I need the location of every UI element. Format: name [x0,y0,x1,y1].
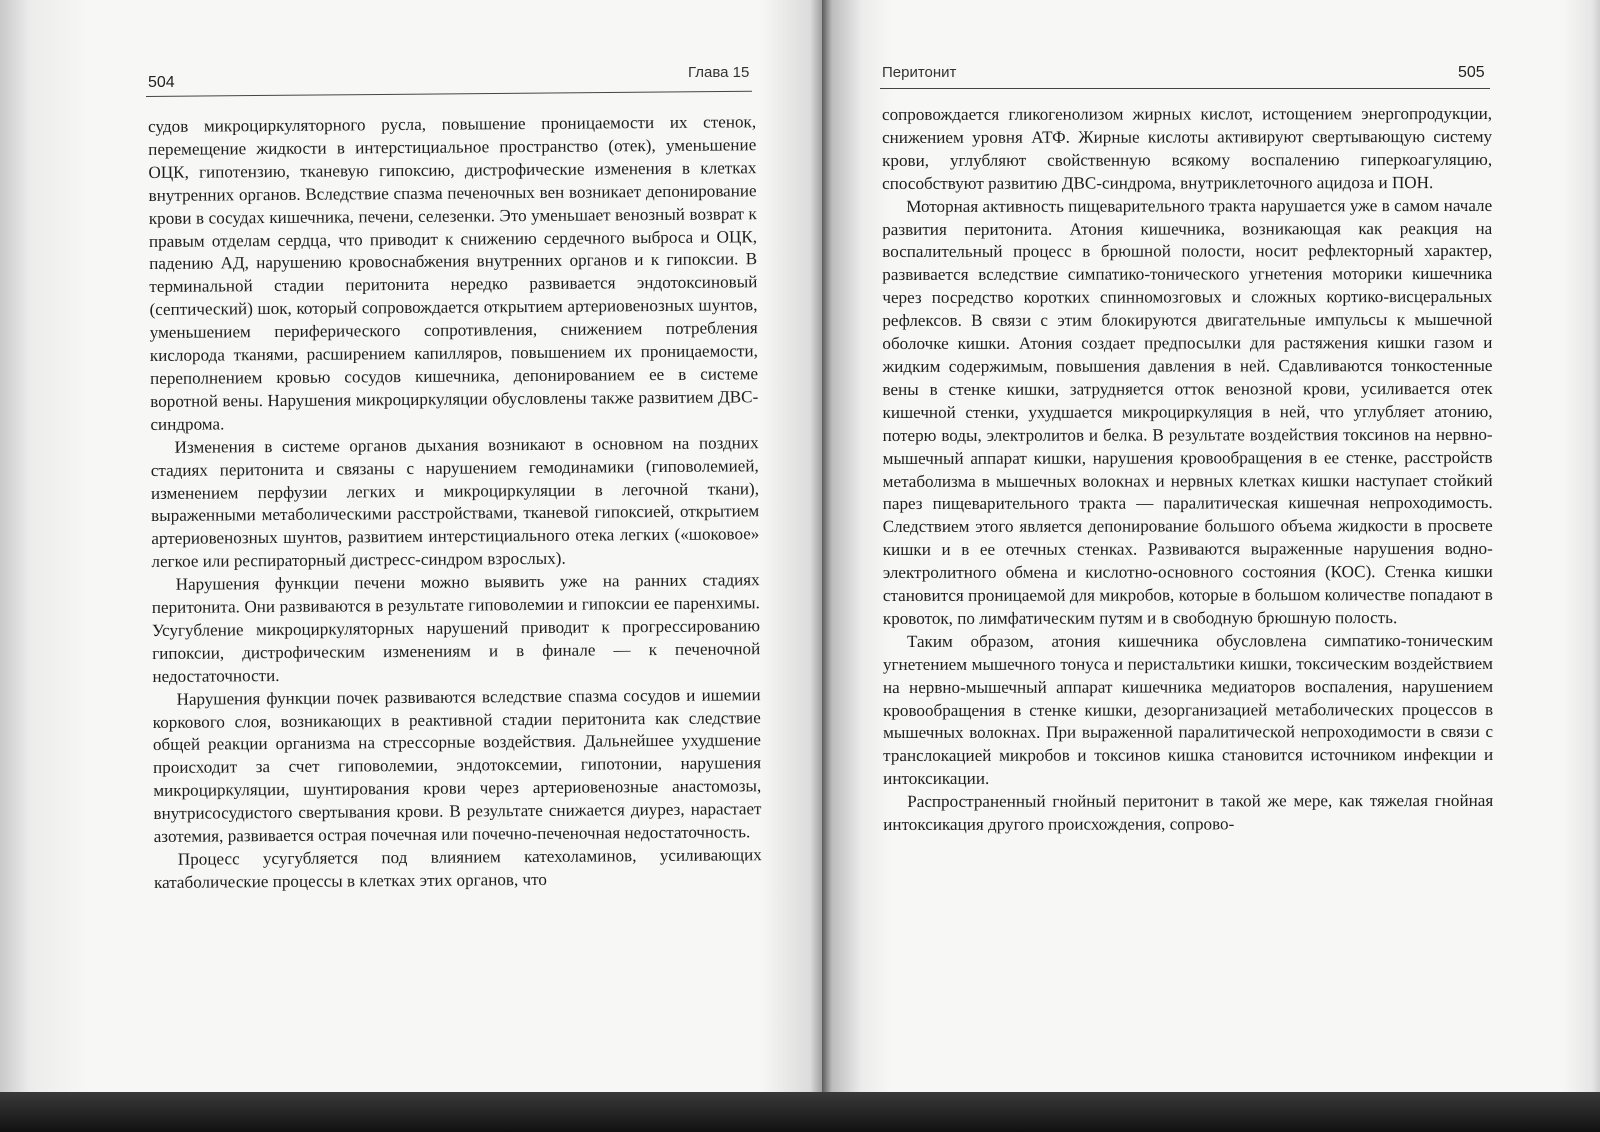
paragraph: сопровождается гликогенолизом жирных кислот, истощением энергопродукции, снижением уровня АТФ. Жирные кислоты активируют свертывающую систему крови, углубляют свойственную всякому воспалению гиперкоагуляцию, способствуют развитию ДВС-синдрома, внутриклеточного ацидоза и ПОН. [882,103,1493,193]
right-page-text [882,103,1493,837]
paragraph: Моторная активность пищеварительного тракта нарушается уже в самом начале развития перитонита. Атония кишечника, возникающая как реакция на воспалительный процесс в брюшной полости, носит рефлекторный характер, развивается вследствие симпатико-тонического угнетения моторики кишечника через посредство коротких спинномозговых и сложных кортико-висцеральных рефлексов. В связи с этим блокируются двигательные импульсы к мышечной оболочке кишки. Атония создает предпосылки для растяжения кишки газом и жидким содержимым, повышения давления в ней. Сдавливаются тонкостенные вены в стенке кишки, затрудняется отток венозной крови, усиливается отек кишечной стенки, ухудшается микроциркуляция в ней, что углубляет атонию, потерю воды, электролитов и белка. В результате воздействия токсинов на нервно-мышечный аппарат кишки, нарушения кровообращения в ее стенке, расстройств метаболизма в мышечных волокнах и нервных клетках кишки наступает стойкий парез пищеварительного тракта — паралитическая кишечная непроходимость. Следствием этого является депонирование большого объема жидкости в просвете кишки и в ее отечных стенках. Развиваются выраженные нарушения водно-электролитного обмена и кислотно-основного состояния (КОС). Стенка кишки становится проницаемой для микробов, которые в большом количестве попадают в кровоток, по лимфатическим путям и в свободную брюшную полость. [882,195,1493,628]
right-page [822,0,1600,1110]
running-head-right: Перитонит [882,64,957,81]
paragraph: Изменения в системе органов дыхания возникают в основном на поздних стадиях перитонита и связаны с нарушением гемодинамики (гиповолемией, изменением перфузии легких и микроциркуляции в легочной ткани), выраженными метаболическими расстройствами, тканевой гипоксией, открытием артериовенозных шунтов, развитием интерстициального отека легких («шоковое» легкое или респираторный дистресс-синдром взрослых). [150,432,760,572]
running-head-left: Глава 15 [688,64,750,81]
page-number-right: 505 [1458,64,1485,81]
paragraph: Таким образом, атония кишечника обусловлена симпатико-тоническим угнетением мышечного тонуса и перистальтики кишки, токсическим воздействием на нервно-мышечный аппарат кишечника медиаторов воспаления, нарушением кровообращения в стенке кишки, дезорганизацией метаболических процессов в мышечных волокнах. При выраженной паралитической непроходимости в связи с транслокацией микробов и токсинов кишка становится источником инфекции и интоксикации. [882,630,1494,789]
paragraph: Нарушения функции почек развиваются вследствие спазма сосудов и ишемии коркового слоя, возникающих в реактивной стадии перитонита как следствие общей реакции организма на стрессорные воздействия. Дальнейшее ухудшение происходит за счет гиповолемии, эндотоксемии, гипотонии, нарушения микроциркуляции, шунтирования крови через артериовенозные анастомозы, внутрисосудистого свертывания крови. В результате снижается диурез, нарастает азотемия, развивается острая почечная или почечно-печеночная недостаточность. [152,684,762,847]
paragraph: Распространенный гнойный перитонит в такой же мере, как тяжелая гнойная интоксикация другого происхождения, сопрово- [883,791,1494,835]
page-number-left: 504 [148,74,175,91]
scan-edge-shadow [0,1092,1600,1132]
header-rule-left [146,91,752,97]
paragraph: Процесс усугубляется под влиянием катехоламинов, усиливающих катаболические процессы в клетках этих органов, что [153,845,762,892]
left-page [0,0,822,1098]
paragraph: Нарушения функции печени можно выявить уже на ранних стадиях перитонита. Они развиваются в результате гиповолемии и гипоксии ее паренхимы. Усугубление микроциркуляторных нарушений приводит к прогрессированию гипоксии, дистрофическим изменениям и в финале — к печеночной недостаточности. [151,570,761,686]
paragraph: судов микроциркуляторного русла, повышение проницаемости их стенок, перемещение жидкости в интерстициальное пространство (отек), уменьшение ОЦК, гипотензию, тканевую гипоксию, дистрофические изменения в клетках внутренних органов. Вследствие спазма печеночных вен возникает депонирование крови в сосудах кишечника, печени, селезенки. Это уменьшает венозный возврат к правым отделам сердца, что приводит к снижению сердечного выброса и ОЦК, падению АД, нарушению кровоснабжения внутренних органов и к гипоксии. В терминальной стадии перитонита нередко развивается эндотоксиновый (септический) шок, который сопровождается открытием артериовенозных шунтов, уменьшением периферического сопротивления, снижением потребления кислорода тканями, расширением капилляров, повышением их проницаемости, переполнением кровью сосудов кишечника, депонированием ее в системе воротной вены. Нарушения микроциркуляции обусловлены также развитием ДВС-синдрома. [148,112,759,434]
header-rule-right [880,88,1490,89]
left-page-text [148,111,762,895]
